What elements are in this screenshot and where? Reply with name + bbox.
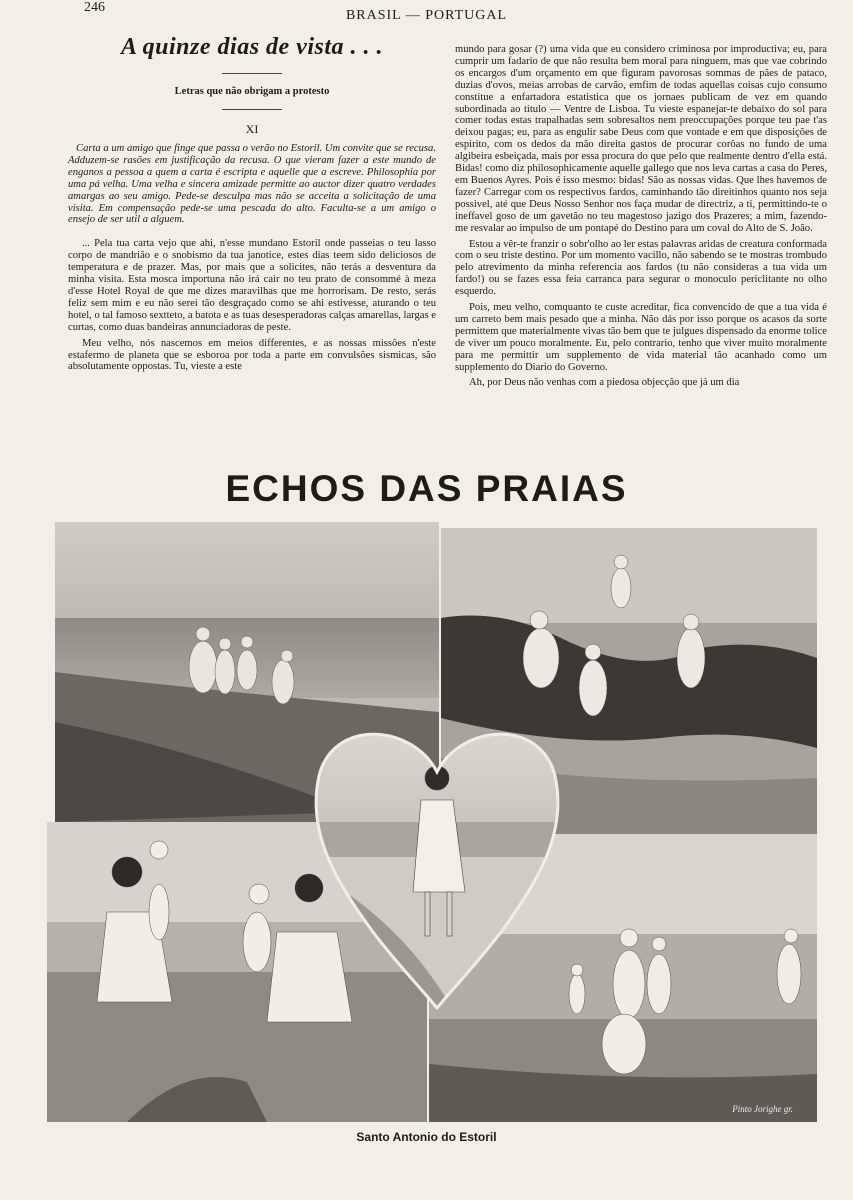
page-number: 246 [84, 0, 105, 15]
heart-frame-photo [313, 722, 561, 1010]
subtitle-rule [222, 109, 282, 110]
article-summary: Carta a um amigo que finge que passa o verão no Estoril. Um convite que se recusa. Adduzem-se rasões em justificação da recusa. O que vieram fazer a este mundo de enganos a pessoa a quem a carta é escripta e aquelle que a escreve. Philosophia por uma pá velha. Uma velha e sincera amizade permitte ao auctor dizer quatro verdades amargas ao seu amigo. Pede-se desculpa mas não se acceita a solicitação de uma visita. Em compensação pede-se uma pescada do alto. Faculta-se a um amigo o ensejo de ser util a alguem. [68, 143, 436, 226]
paragraph: mundo para gosar (?) uma vida que eu considero criminosa por improductiva; eu, para cumprir um fadario de que não resulta bem moral para ninguem, mas que vae cobrindo os encargos d'um orçamento em que figuram pavorosas sommas de pães de pataco, duzias d'ovos, meias arrobas de carvão, emfim de todas aquellas coisas cujo consumo constitue a enfartadora estatistica que os jornaes publicam de vez em quando subordinada ao titulo — Ventre de Lisboa. Tu vieste espanejar-te debaixo do sol para comer todas estas trapalhadas sem sobresaltos nem preoccupações porque teu pae t'as deixou pagas; eu, para as engulir sabe Deus com que vontade e em que disposições de espirito, com os dedos da mão direita gastos de procurar corôas no fundo de uma algibeira esbeiçada, mais por essa procura do que pelo que realmente dentro d'ella está. Bidas! como diz philosophicamente aquelle gallego que nos leva cartas a casa do Peres, em Buenos Ayres. Pois é isso mesmo: bidas! São as nossas vidas. Que lhes havemos de fazer? Carregar com os respectivos fardos, caminhando tão direitinhos quanto nos seja possivel, até que Deus Nosso Senhor nos faça mudar de directriz, a ti, permittindo-te o ineffavel goso de um gavetão no teu magestoso jazigo dos Prazeres; a mim, fazendo-me resvalar ao impulso de um pontapé do Destino para um coval do Alto de S. João. [455, 44, 827, 234]
engraver-signature: Pinto Jorighe gr. [732, 1104, 793, 1114]
article-title: A quinze dias de vista . . . [120, 34, 384, 60]
article-left-column [68, 34, 436, 373]
photo-caption: Santo Antonio do Estoril [356, 1130, 497, 1144]
paragraph: Pois, meu velho, comquanto te custe acreditar, fica convencido de que a tua vida é um carreto bem mais pesado que a minha. Não dás por isso porque os acasos da sorte permittem que materialmente vivas tão bem que te julgues dispensado da enorme tolice de viver um pouco moralmente. Eu, pelo contrario, tenho que viver muito moralmente para me permittir um supplemento de vida material tão acanhado como um supplemento do Diario do Governo. [455, 302, 827, 373]
paragraph: Estou a vêr-te franzir o sobr'olho ao ler estas palavras aridas de creatura conformada com o seu triste destino. Por um momento vacillo, não sabendo se te mostras trombudo pelo atrevimento da minha referencia aos fardos (tu não consideras a tua vida um fardo!) ou se fazes essa feia carranca para segurar o monoculo periclitante no olho esquerdo. [455, 238, 827, 298]
section-title: ECHOS DAS PRAIAS [225, 468, 628, 509]
photo-collage [47, 522, 817, 1122]
article-right-column [455, 44, 827, 389]
paragraph: Meu velho, nós nascemos em meios differentes, e as nossas missões n'este estafermo de planeta que se esboroa por toda a parte em convulsões sismicas, são absolutamente oppostas. Tu, vieste a este [68, 337, 436, 373]
title-rule [222, 73, 282, 74]
paragraph: ... Pela tua carta vejo que ahi, n'esse mundano Estoril onde passeias o teu lasso corpo de mandrião e o snobismo da tua janotice, estes dias teem sido deliciosos de temperatura e de prazer. Mas, por mais que a solicites, não terás a desventura da minha visita. Esta mosca importuna não irá cair no teu prato de consommé à meza d'esse Hotel Royal de que me dizes maravilhas que me horrorisam. De resto, serás feliz sem mim e eu não serei tão desgraçado como se ahi estivesse, aturando o teu hotel, o tal famoso sextteto, a batota e as tuas desesperadoras calças amarellas, largas e curtas, como duas bandeiras annunciadoras de peste. [68, 238, 436, 333]
running-head: BRASIL — PORTUGAL [345, 8, 508, 23]
article-subtitle: Letras que não obrigam a protesto [174, 86, 330, 97]
letter-number: XI [245, 122, 259, 136]
paragraph: Ah, por Deus não venhas com a piedosa objecção que já um dia [469, 377, 740, 389]
